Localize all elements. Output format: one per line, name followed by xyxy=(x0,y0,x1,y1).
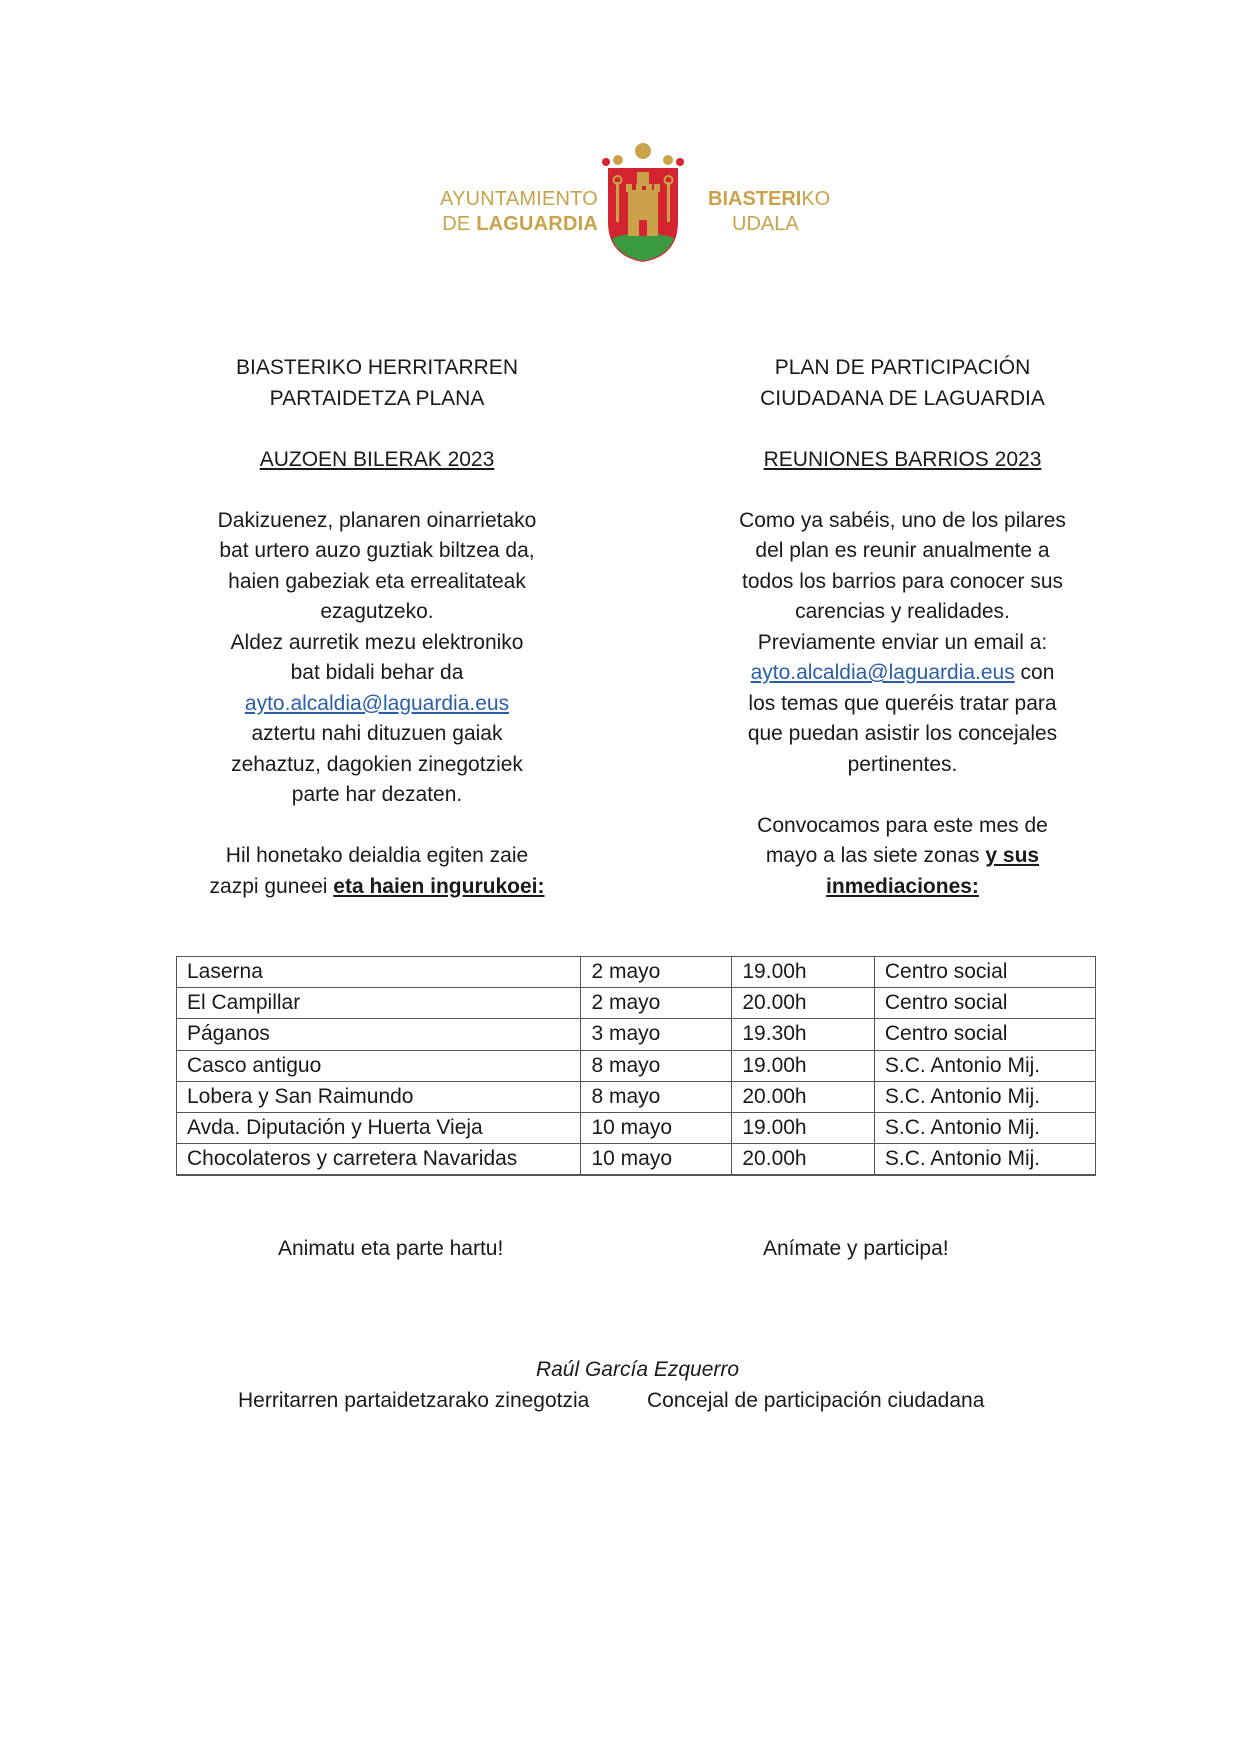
place-cell: S.C. Antonio Mij. xyxy=(874,1050,1095,1081)
table-row xyxy=(177,1112,1096,1143)
logo-biasteri: BIASTERI xyxy=(708,188,802,210)
left-text-line: Dakizuenez, planaren oinarrietako xyxy=(217,508,537,532)
table-row xyxy=(177,1019,1096,1050)
left-title-line2: PARTAIDETZA PLANA xyxy=(269,386,485,410)
logo-de: DE xyxy=(442,213,477,235)
right-title-line1: PLAN DE PARTICIPACIÓN xyxy=(774,356,1031,379)
table-row xyxy=(177,957,1096,988)
signer-role-spanish: Concejal de participación ciudadana xyxy=(647,1389,985,1412)
logo-udala: UDALA xyxy=(732,213,799,235)
zone-cell: Avda. Diputación y Huerta Vieja xyxy=(177,1112,581,1143)
time-cell: 19.00h xyxy=(732,1050,875,1081)
date-cell: 8 mayo xyxy=(581,1081,732,1112)
date-cell: 10 mayo xyxy=(581,1144,732,1175)
date-cell: 10 mayo xyxy=(581,1112,732,1143)
right-text-line: todos los barrios para conocer sus xyxy=(742,569,1063,593)
right-text-line: los temas que queréis tratar para xyxy=(748,691,1057,715)
table-row xyxy=(177,1081,1096,1112)
signer-name: Raúl García Ezquerro xyxy=(535,1358,740,1381)
left-text-line: ezagutzeko. xyxy=(320,600,434,623)
right-text-line: Previamente enviar un email a: xyxy=(757,630,1048,654)
right-email-link[interactable]: ayto.alcaldia@laguardia.eus xyxy=(750,661,1015,684)
basque-column xyxy=(176,353,578,902)
logo-laguardia: LAGUARDIA xyxy=(476,213,598,235)
time-cell: 20.00h xyxy=(732,988,875,1019)
left-text-line: Aldez aurretik mezu elektroniko xyxy=(230,630,524,654)
time-cell: 19.30h xyxy=(732,1019,875,1050)
zone-cell: Laserna xyxy=(177,957,581,988)
spanish-column xyxy=(700,353,1105,902)
left-text-line: haien gabeziak eta errealitateak xyxy=(228,569,526,593)
zone-cell: Chocolateros y carretera Navaridas xyxy=(177,1144,581,1175)
left-email-link[interactable]: ayto.alcaldia@laguardia.eus xyxy=(244,691,510,715)
left-text-line: aztertu nahi dituzuen gaiak xyxy=(251,722,503,745)
right-text-line: que puedan asistir los concejales xyxy=(747,722,1058,745)
zone-cell: Páganos xyxy=(177,1019,581,1050)
table-row xyxy=(177,988,1096,1019)
time-cell: 20.00h xyxy=(732,1081,875,1112)
table-row xyxy=(177,1144,1096,1175)
place-cell: S.C. Antonio Mij. xyxy=(874,1112,1095,1143)
logo-text-right xyxy=(708,187,868,237)
left-text-line: zehaztuz, dagokien zinegotziek xyxy=(231,752,523,776)
left-text-line: Hil honetako deialdia egiten zaie xyxy=(225,844,529,867)
cheer-basque: Animatu eta parte hartu! xyxy=(278,1237,504,1260)
place-cell: Centro social xyxy=(874,957,1095,988)
left-text-line: bat urtero auzo guztiak biltzea da, xyxy=(219,539,535,562)
left-text-line: parte har dezaten. xyxy=(291,783,463,806)
date-cell: 2 mayo xyxy=(581,957,732,988)
left-text-line: bat bidali behar da xyxy=(290,661,464,684)
logo-ko: KO xyxy=(801,188,831,210)
left-emphasis: eta haien ingurukoei: xyxy=(333,874,545,898)
coat-of-arms-logo xyxy=(598,142,688,264)
right-text-line: Como ya sabéis, uno de los pilares xyxy=(739,508,1066,532)
right-emphasis: y sus xyxy=(985,844,1040,867)
logo-ayuntamiento: AYUNTAMIENTO xyxy=(440,188,598,210)
zone-cell: El Campillar xyxy=(177,988,581,1019)
right-text-line: pertinentes. xyxy=(847,752,958,776)
right-text-line: Convocamos para este mes de xyxy=(757,813,1048,837)
zone-cell: Casco antiguo xyxy=(177,1050,581,1081)
right-title-line2: CIUDADANA DE LAGUARDIA xyxy=(760,386,1045,410)
logo-text-left xyxy=(430,187,598,237)
date-cell: 2 mayo xyxy=(581,988,732,1019)
right-emphasis: inmediaciones: xyxy=(826,874,979,898)
table-row xyxy=(177,1050,1096,1081)
time-cell: 19.00h xyxy=(732,957,875,988)
time-cell: 19.00h xyxy=(732,1112,875,1143)
left-subtitle: AUZOEN BILERAK 2023 xyxy=(259,447,495,471)
signer-role-basque: Herritarren partaidetzarako zinegotzia xyxy=(238,1389,590,1412)
place-cell: S.C. Antonio Mij. xyxy=(874,1144,1095,1175)
meeting-schedule-table xyxy=(176,956,1096,1175)
right-text-fragment: mayo a las siete zonas xyxy=(765,844,986,867)
left-title-line1: BIASTERIKO HERRITARREN xyxy=(236,356,518,379)
date-cell: 8 mayo xyxy=(581,1050,732,1081)
place-cell: Centro social xyxy=(874,988,1095,1019)
place-cell: Centro social xyxy=(874,1019,1095,1050)
table-bottom-rule xyxy=(176,1175,1096,1176)
place-cell: S.C. Antonio Mij. xyxy=(874,1081,1095,1112)
zone-cell: Lobera y San Raimundo xyxy=(177,1081,581,1112)
left-text-fragment: zazpi guneei xyxy=(209,874,334,898)
right-text-line: del plan es reunir anualmente a xyxy=(755,539,1050,562)
cheer-spanish: Anímate y participa! xyxy=(763,1237,949,1260)
date-cell: 3 mayo xyxy=(581,1019,732,1050)
right-text-line: carencias y realidades. xyxy=(795,600,1010,623)
right-subtitle: REUNIONES BARRIOS 2023 xyxy=(763,447,1042,471)
time-cell: 20.00h xyxy=(732,1144,875,1175)
right-text-fragment: con xyxy=(1014,661,1055,684)
